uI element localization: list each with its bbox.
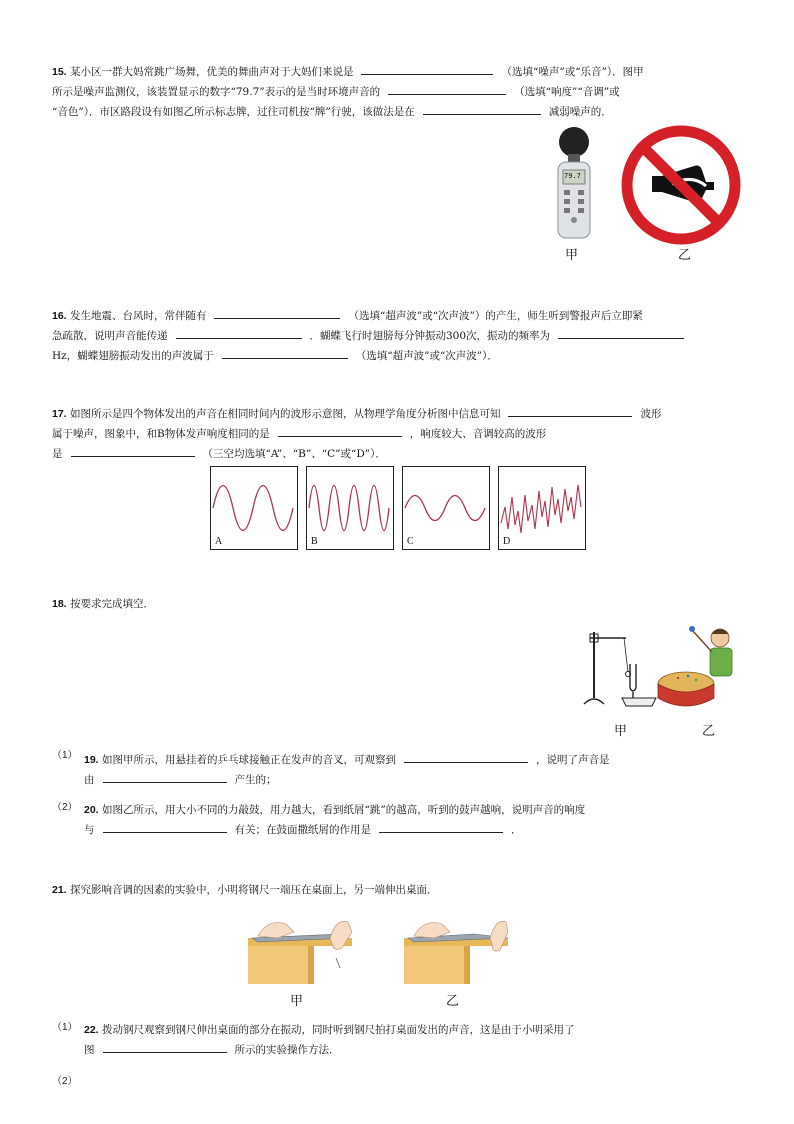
question-text: 产生的； — [234, 774, 277, 786]
answer-blank[interactable] — [278, 424, 402, 437]
question-21 — [52, 880, 742, 900]
question-text: 减弱噪声的． — [548, 106, 612, 118]
question-text: 与 — [84, 824, 95, 836]
question-text: 是 — [52, 448, 63, 460]
question-text: 探究影响音调的因素的实验中，小明将钢尺一端压在桌面上，另一端伸出桌面． — [69, 884, 438, 896]
question-text: Hz，蝴蝶翅膀振动发出的声波属于 — [52, 350, 214, 362]
sub-number: （2） — [52, 1076, 78, 1087]
waveform-label: C — [407, 536, 414, 547]
meter-reading: 79.7 — [564, 172, 581, 180]
tuning-fork-apparatus-image — [582, 628, 662, 710]
question-15 — [52, 62, 742, 122]
question-number: 16. — [52, 310, 67, 322]
answer-blank[interactable] — [361, 62, 493, 75]
question-number: 15. — [52, 66, 67, 78]
question-text: 如图所示是四个物体发出的声音在相同时间内的波形示意图，从物理学角度分析图中信息可知 — [69, 408, 501, 420]
caption-jia: 甲 — [614, 724, 628, 739]
question-20 — [84, 800, 734, 840]
answer-blank[interactable] — [508, 404, 632, 417]
waveform-a — [210, 466, 298, 550]
question-number: 20. — [84, 804, 99, 816]
waveform-label: A — [215, 536, 223, 547]
answer-blank[interactable] — [176, 326, 302, 339]
question-text: 某小区一群大妈常跳广场舞，优美的舞曲声对于大妈们来说是 — [69, 66, 354, 78]
question-text: ，响度较大、音调较高的波形 — [409, 428, 547, 440]
question-number: 18. — [52, 598, 67, 610]
question-text: 属于噪声，图象中，和B物体发声响度相同的是 — [52, 428, 270, 440]
caption-yi: 乙 — [702, 724, 716, 739]
question-17 — [52, 404, 742, 464]
question-number: 21. — [52, 884, 67, 896]
sub-number: （1） — [52, 750, 78, 761]
caption-yi: 乙 — [678, 248, 692, 263]
sub-number: （2） — [52, 802, 78, 813]
waveform-c — [402, 466, 490, 550]
question-text: 所示是噪声监测仪，该装置显示的数字“79.7”表示的是当时环境声音的 — [52, 86, 381, 98]
question-text: 发生地震、台风时，常伴随有 — [69, 310, 207, 322]
drum-boy-image — [656, 622, 746, 712]
question-text: 图 — [84, 1044, 95, 1056]
question-text: 如图乙所示，用大小不同的力敲鼓，用力越大，看到纸屑“跳”的越高，听到的鼓声越响，说明声音的响度 — [101, 804, 586, 816]
question-number: 22. — [84, 1024, 99, 1036]
sub-number: （1） — [52, 1022, 78, 1033]
steel-ruler-jia-image — [248, 908, 352, 984]
question-text: （选填“噪声”或“乐音”）．图甲 — [501, 66, 644, 78]
steel-ruler-yi-image — [404, 908, 508, 984]
question-text: 波形 — [640, 408, 662, 420]
question-18 — [52, 594, 742, 614]
question-number: 19. — [84, 754, 99, 766]
question-text: ． — [511, 824, 522, 836]
question-text: 有关；在鼓面撒纸屑的作用是 — [234, 824, 371, 836]
waveform-d — [498, 466, 586, 550]
answer-blank[interactable] — [423, 102, 541, 115]
question-text: （三空均选填“A”、“B”、“C”或“D”）． — [202, 448, 386, 460]
question-text: 按要求完成填空． — [69, 598, 154, 610]
answer-blank[interactable] — [214, 306, 340, 319]
answer-blank[interactable] — [404, 750, 528, 763]
noise-meter-image — [548, 124, 600, 240]
question-number: 17. — [52, 408, 67, 420]
answer-blank[interactable] — [379, 820, 503, 833]
caption-jia: 甲 — [290, 994, 304, 1009]
question-text: 拨动钢尺观察到钢尺伸出桌面的部分在振动，同时听到钢尺拍打桌面发出的声音，这是由于小明采用了 — [101, 1024, 575, 1036]
question-22 — [84, 1020, 734, 1060]
waveform-b — [306, 466, 394, 550]
question-text: 由 — [84, 774, 95, 786]
question-text: ，说明了声音是 — [535, 754, 610, 766]
question-text: “音色”）．市区路段设有如图乙所示标志牌，过往司机按“牌”行驶，该做法是在 — [52, 106, 415, 118]
answer-blank[interactable] — [388, 82, 506, 95]
answer-blank[interactable] — [103, 820, 227, 833]
question-text: 急疏散，说明声音能传递 — [52, 330, 168, 342]
answer-blank[interactable] — [71, 444, 195, 457]
question-text: （选填“响度”“音调”或 — [514, 86, 620, 98]
question-16 — [52, 306, 742, 366]
question-text: 如图甲所示，用悬挂着的乒乓球接触正在发声的音叉，可观察到 — [101, 754, 396, 766]
question-19 — [84, 750, 734, 790]
answer-blank[interactable] — [558, 326, 684, 339]
question-text: ．蝴蝶飞行时翅膀每分钟振动300次，振动的频率为 — [309, 330, 551, 342]
waveform-label: B — [311, 536, 318, 547]
question-text: （选填“超声波”或“次声波”）的产生，师生听到警报声后立即紧 — [348, 310, 643, 322]
caption-yi: 乙 — [446, 994, 460, 1009]
answer-blank[interactable] — [103, 1040, 227, 1053]
no-horn-sign-icon — [620, 124, 742, 246]
waveform-label: D — [503, 536, 511, 547]
answer-blank[interactable] — [103, 770, 227, 783]
question-text: 所示的实验操作方法． — [234, 1044, 340, 1056]
answer-blank[interactable] — [222, 346, 348, 359]
caption-jia: 甲 — [565, 248, 579, 263]
question-text: （选填“超声波”或“次声波”）． — [355, 350, 498, 362]
